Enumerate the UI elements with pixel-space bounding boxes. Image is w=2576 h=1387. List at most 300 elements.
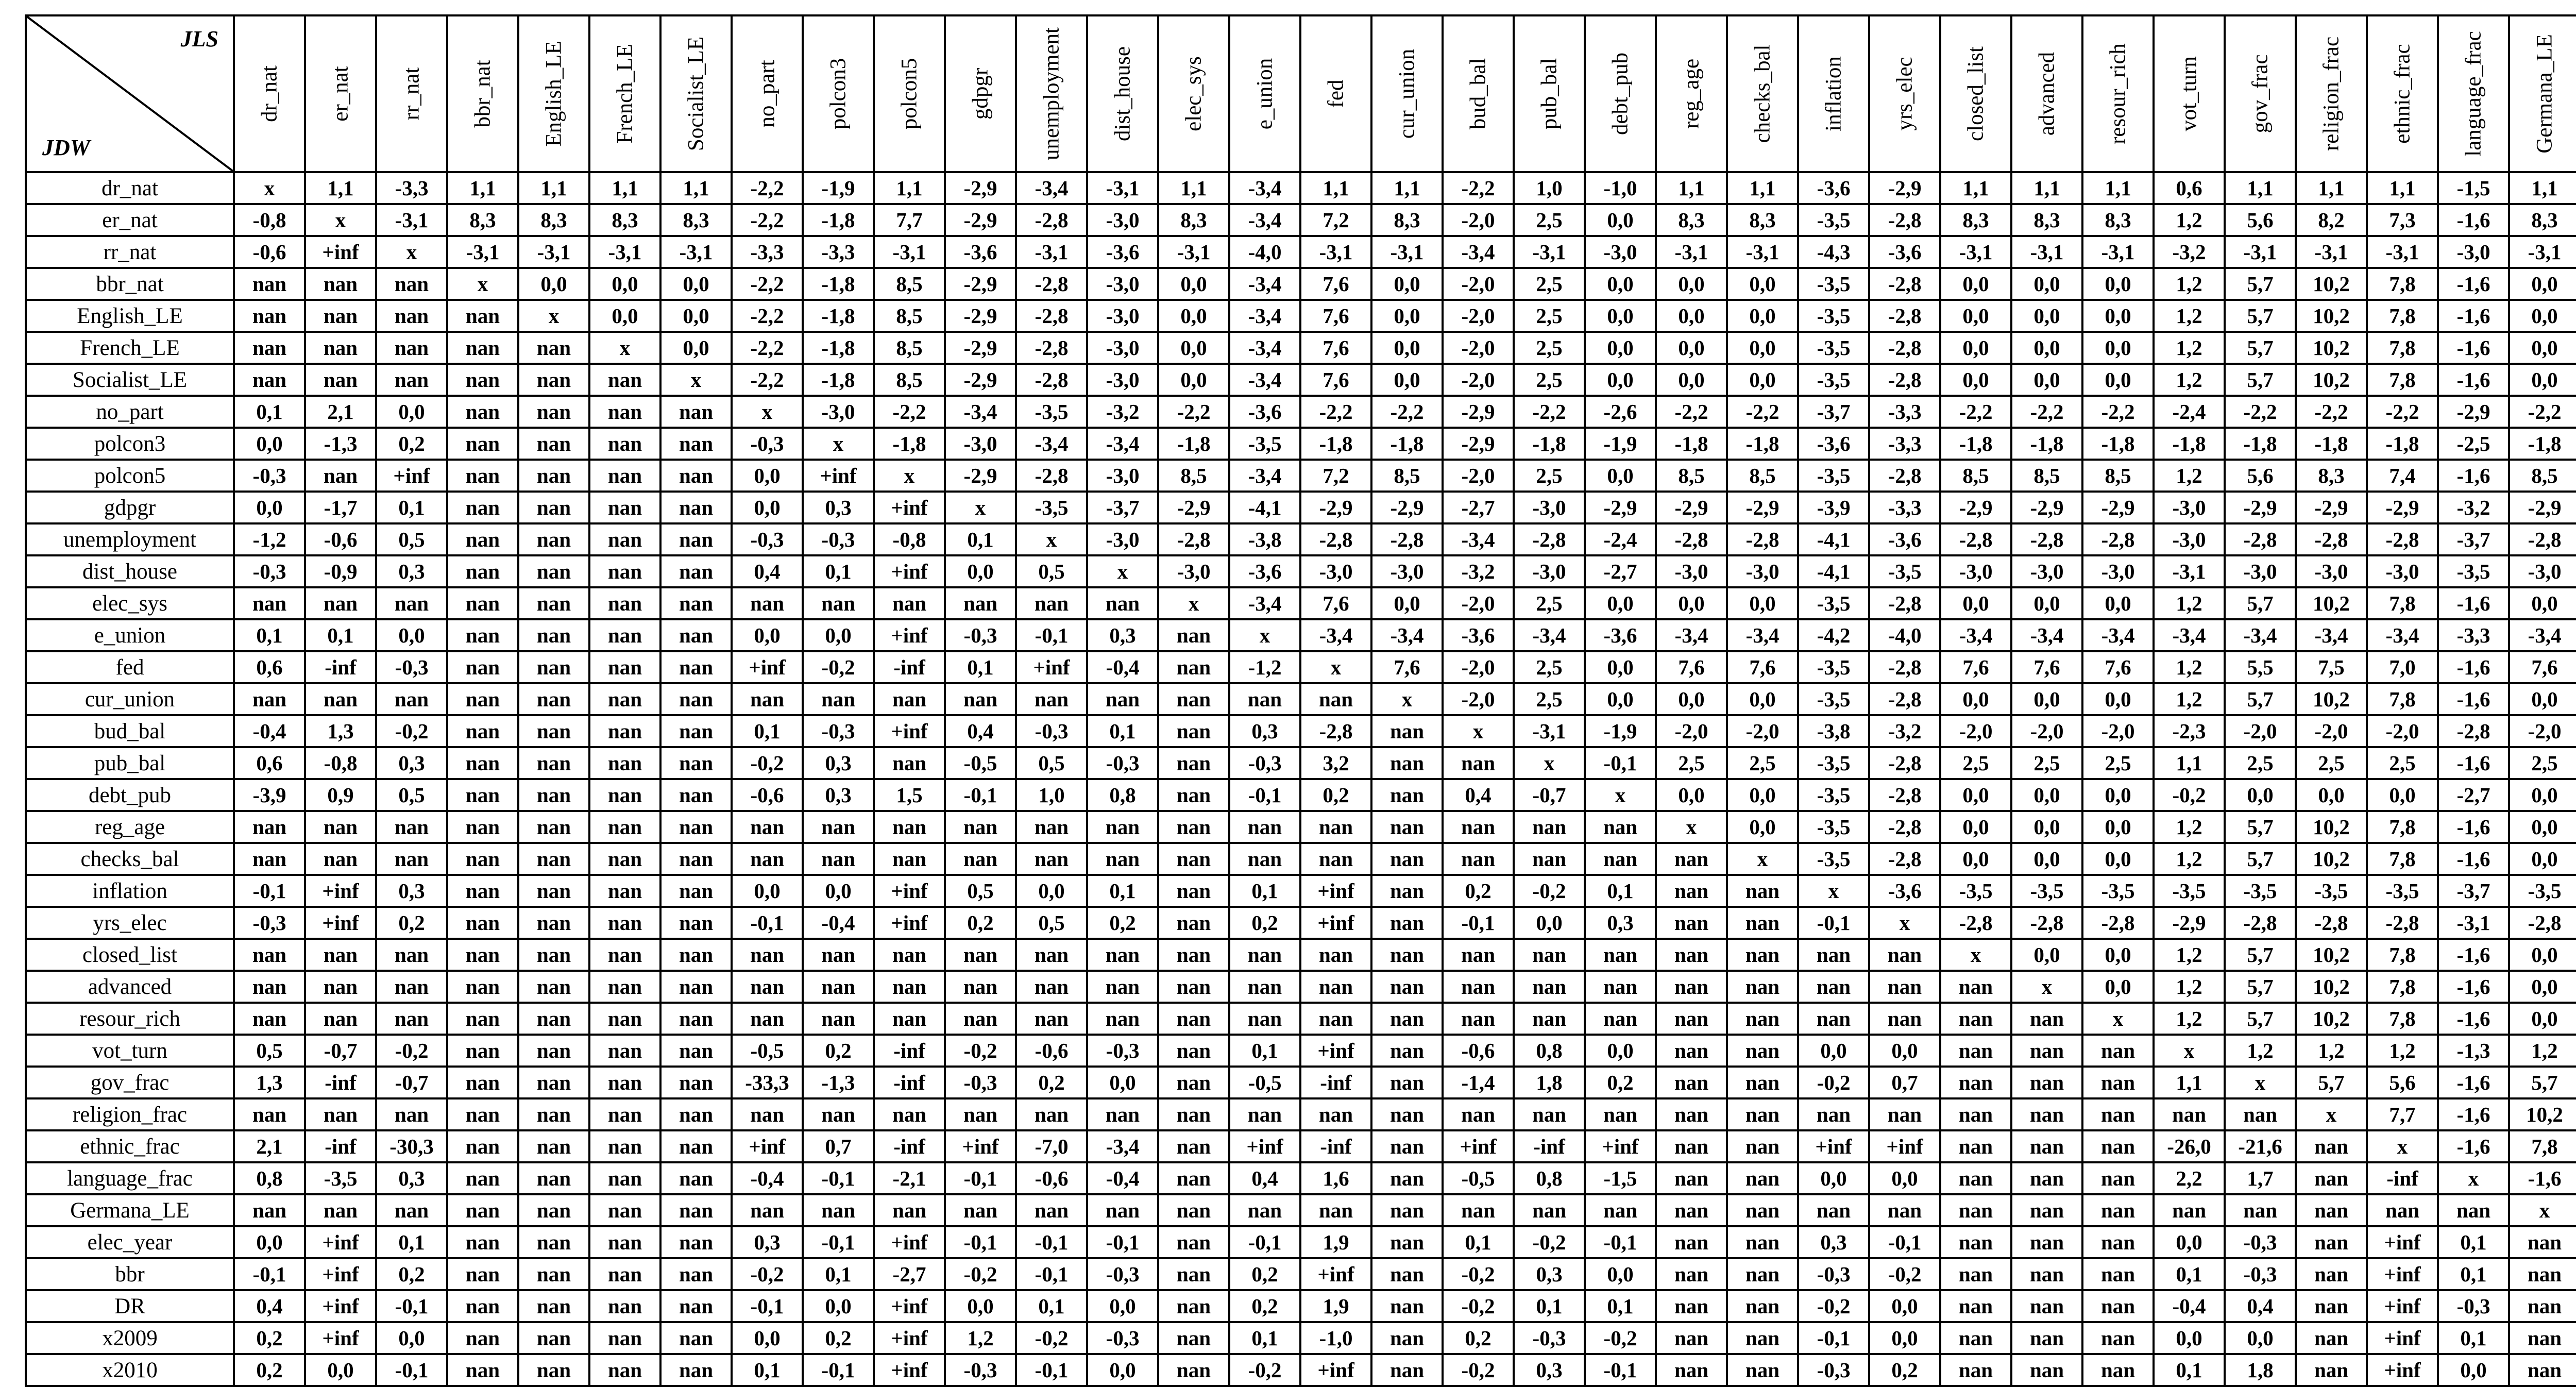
table-cell: nan [1869,939,1940,971]
table-cell: nan [1229,1098,1300,1130]
table-cell: nan [1371,875,1443,907]
table-cell: +inf [874,1290,945,1322]
table-cell: +inf [1016,651,1087,683]
table-cell: 5,7 [2225,332,2296,364]
table-row [26,747,2576,779]
table-cell: -2,6 [1585,396,1656,428]
table-cell: -inf [874,1067,945,1098]
column-header-gdpgr [945,15,1016,172]
table-cell: nan [447,428,518,460]
table-row [26,971,2576,1003]
table-cell: nan [803,587,874,619]
table-cell: -3,5 [1798,204,1869,236]
table-cell: 0,1 [1443,1226,1514,1258]
table-cell: nan [1869,1003,1940,1035]
table-cell: 10,2 [2296,683,2367,715]
table-cell: 7,6 [2082,651,2154,683]
table-cell: -3,4 [1229,300,1300,332]
table-row [26,268,2576,300]
table-cell: -3,6 [1869,875,1940,907]
table-cell: 0,3 [803,747,874,779]
table-cell: 2,5 [2509,747,2576,779]
table-cell: nan [447,747,518,779]
table-cell: 0,2 [1229,1258,1300,1290]
table-cell: nan [1158,715,1229,747]
table-cell: 1,1 [2296,172,2367,204]
table-cell: nan [589,1258,660,1290]
table-cell: nan [1158,1290,1229,1322]
table-cell: nan [1371,1130,1443,1162]
table-cell: -3,8 [1798,715,1869,747]
column-header-advanced [2011,15,2082,172]
table-cell: -4,1 [1798,555,1869,587]
row-label: religion_frac [26,1098,234,1130]
table-cell: 0,3 [1798,1226,1869,1258]
column-header-closed-list [1940,15,2011,172]
table-cell: 0,0 [2082,683,2154,715]
table-cell: 0,0 [803,619,874,651]
table-cell: 1,1 [1158,172,1229,204]
table-cell: nan [589,460,660,492]
table-cell: nan [1727,1226,1798,1258]
table-cell: nan [234,268,305,300]
table-cell: 1,3 [234,1067,305,1098]
table-cell: nan [660,460,732,492]
table-cell: -0,1 [1585,1226,1656,1258]
table-cell: +inf [1300,1354,1371,1386]
table-cell: nan [1087,1194,1158,1226]
table-cell: nan [660,1194,732,1226]
table-cell: 1,2 [2296,1035,2367,1067]
table-cell: nan [589,1130,660,1162]
table-cell: 1,1 [1656,172,1727,204]
table-cell: -1,6 [2438,587,2509,619]
table-cell: 0,3 [1585,907,1656,939]
table-cell: -3,5 [2225,875,2296,907]
table-cell: -3,4 [2082,619,2154,651]
table-cell: nan [2225,1098,2296,1130]
row-label: French_LE [26,332,234,364]
table-cell: 10,2 [2296,939,2367,971]
table-cell: 0,0 [1727,683,1798,715]
row-label: English_LE [26,300,234,332]
table-cell: +inf [874,555,945,587]
table-cell: -0,1 [1585,1354,1656,1386]
column-header-fed [1300,15,1371,172]
table-cell: -2,8 [1869,651,1940,683]
table-cell: 0,0 [2011,779,2082,811]
table-cell: -3,4 [1443,523,1514,555]
table-cell: nan [1656,939,1727,971]
table-cell: nan [589,1290,660,1322]
table-cell: nan [945,1194,1016,1226]
table-cell: -2,9 [1300,492,1371,523]
table-cell: 0,9 [305,779,376,811]
table-cell: nan [305,332,376,364]
table-cell: 2,5 [2296,747,2367,779]
table-cell: -3,4 [1016,172,1087,204]
table-cell: -2,8 [2367,523,2438,555]
table-cell: -2,4 [2154,396,2225,428]
table-cell: -3,4 [2154,619,2225,651]
table-cell: nan [1656,1035,1727,1067]
table-row [26,492,2576,523]
table-cell: -1,8 [803,332,874,364]
table-cell: nan [2011,1035,2082,1067]
column-header-bud-bal [1443,15,1514,172]
table-cell: nan [376,1003,447,1035]
table-cell: nan [589,1322,660,1354]
table-cell: -3,1 [1514,236,1585,268]
table-cell: nan [1158,779,1229,811]
table-cell: nan [1229,811,1300,843]
table-cell: 0,1 [2154,1258,2225,1290]
table-cell: 1,6 [1300,1162,1371,1194]
column-header-vot-turn [2154,15,2225,172]
table-cell: nan [1585,843,1656,875]
table-cell: nan [2082,1290,2154,1322]
table-cell: nan [660,939,732,971]
table-cell: nan [447,587,518,619]
table-cell: 0,0 [376,619,447,651]
table-cell: 0,0 [2509,364,2576,396]
table-cell: nan [589,1162,660,1194]
table-cell: 0,0 [1514,907,1585,939]
table-cell: 8,5 [1940,460,2011,492]
table-cell: -0,6 [305,523,376,555]
table-cell: nan [1016,971,1087,1003]
table-cell: 0,3 [376,875,447,907]
column-header-elec-sys [1158,15,1229,172]
table-cell: nan [447,843,518,875]
table-cell: -3,4 [945,396,1016,428]
row-label: vot_turn [26,1035,234,1067]
table-cell: nan [589,396,660,428]
table-cell: nan [945,1098,1016,1130]
table-cell: 1,2 [2154,268,2225,300]
table-cell: -3,7 [2438,523,2509,555]
table-cell: -1,8 [803,268,874,300]
column-header-dr-nat [234,15,305,172]
table-cell: -2,0 [1443,460,1514,492]
table-cell: 0,2 [1087,907,1158,939]
table-cell: nan [1798,971,1869,1003]
table-cell: nan [1656,1098,1727,1130]
table-cell: 10,2 [2296,300,2367,332]
table-cell: 0,4 [732,555,803,587]
table-cell: -3,0 [1300,555,1371,587]
table-cell: -0,2 [1229,1354,1300,1386]
table-cell: -3,1 [376,204,447,236]
table-cell: -2,8 [1869,843,1940,875]
table-cell: 1,9 [1300,1290,1371,1322]
table-cell: nan [518,1322,589,1354]
column-header-label: polcon5 [897,58,922,130]
column-header-label: cur_union [1395,48,1419,139]
table-cell: -3,4 [1300,619,1371,651]
table-cell: nan [305,1194,376,1226]
table-cell: -0,6 [1016,1035,1087,1067]
table-cell: nan [376,683,447,715]
table-cell: nan [1087,843,1158,875]
table-cell: 1,2 [945,1322,1016,1354]
table-cell: nan [1158,971,1229,1003]
table-cell: 0,0 [945,1290,1016,1322]
table-cell: 0,1 [1087,875,1158,907]
table-cell: nan [874,971,945,1003]
table-cell: +inf [1300,875,1371,907]
table-cell: nan [589,1226,660,1258]
table-cell: -3,9 [234,779,305,811]
table-cell: -3,4 [1371,619,1443,651]
table-cell: +inf [2367,1354,2438,1386]
column-header-debt-pub [1585,15,1656,172]
table-cell: -3,0 [2225,555,2296,587]
table-cell: nan [518,715,589,747]
table-cell: 7,8 [2367,683,2438,715]
table-cell: 8,3 [518,204,589,236]
table-cell: 0,0 [1371,587,1443,619]
table-cell: 1,2 [2154,843,2225,875]
table-cell: nan [2082,1035,2154,1067]
table-cell: 8,3 [1656,204,1727,236]
table-cell: nan [589,811,660,843]
table-cell: x [2154,1035,2225,1067]
table-cell: -0,5 [732,1035,803,1067]
table-cell: nan [1371,811,1443,843]
table-cell: -3,6 [1798,428,1869,460]
table-cell: x [1514,747,1585,779]
table-cell: nan [376,332,447,364]
table-cell: -inf [874,1035,945,1067]
table-cell: 0,1 [945,651,1016,683]
table-cell: -2,8 [1016,364,1087,396]
table-cell: -0,4 [803,907,874,939]
table-cell: -3,1 [2011,236,2082,268]
table-cell: -0,3 [234,555,305,587]
table-cell: 2,5 [1514,587,1585,619]
table-cell: nan [1727,1354,1798,1386]
table-cell: -3,2 [1443,555,1514,587]
table-cell: 5,7 [2225,364,2296,396]
table-cell: nan [1656,1322,1727,1354]
table-cell: 2,5 [1514,300,1585,332]
table-cell: nan [589,555,660,587]
table-cell: 0,0 [2509,587,2576,619]
table-cell: -1,8 [874,428,945,460]
table-cell: nan [1940,971,2011,1003]
table-cell: -0,6 [1443,1035,1514,1067]
table-cell: 0,6 [234,747,305,779]
table-cell: -0,2 [732,747,803,779]
table-cell: nan [518,1226,589,1258]
table-cell: 1,1 [2225,172,2296,204]
table-cell: x [732,396,803,428]
table-cell: nan [1727,971,1798,1003]
table-row [26,843,2576,875]
table-cell: -3,5 [2509,875,2576,907]
table-cell: nan [874,1003,945,1035]
table-cell: +inf [874,907,945,939]
table-cell: nan [1940,1194,2011,1226]
table-cell: -2,2 [732,268,803,300]
table-cell: -3,1 [1087,172,1158,204]
table-cell: nan [1656,875,1727,907]
table-cell: -0,1 [1443,907,1514,939]
column-header-socialist-le [660,15,732,172]
table-cell: -2,0 [1940,715,2011,747]
table-cell: -3,1 [447,236,518,268]
table-cell: +inf [305,1322,376,1354]
table-cell: 0,0 [1940,587,2011,619]
table-cell: -2,2 [874,396,945,428]
table-cell: -3,6 [1087,236,1158,268]
table-cell: -0,6 [732,779,803,811]
column-header-resour-rich [2082,15,2154,172]
table-cell: -2,8 [1727,523,1798,555]
table-cell: 0,0 [1940,843,2011,875]
table-cell: -2,8 [2296,907,2367,939]
table-cell: nan [1300,971,1371,1003]
table-cell: nan [660,1162,732,1194]
table-cell: nan [803,1003,874,1035]
table-cell: -2,8 [2082,523,2154,555]
table-cell: -inf [874,1130,945,1162]
table-cell: -0,3 [2225,1258,2296,1290]
table-cell: 0,0 [1656,300,1727,332]
table-cell: nan [1940,1290,2011,1322]
table-cell: nan [1371,1322,1443,1354]
table-cell: 1,1 [1727,172,1798,204]
table-cell: nan [447,364,518,396]
table-cell: 0,5 [376,523,447,555]
table-cell: nan [589,779,660,811]
table-cell: 0,0 [2011,364,2082,396]
table-cell: +inf [376,460,447,492]
table-cell: nan [376,268,447,300]
table-cell: 1,1 [1300,172,1371,204]
table-cell: -3,6 [1229,555,1300,587]
table-cell: 0,0 [1585,300,1656,332]
table-cell: nan [1443,939,1514,971]
table-cell: nan [1158,1194,1229,1226]
table-cell: -3,4 [2367,619,2438,651]
table-cell: nan [305,268,376,300]
table-cell: -2,9 [2011,492,2082,523]
table-cell: -3,5 [1940,875,2011,907]
table-cell: nan [803,1098,874,1130]
table-cell: nan [2082,1067,2154,1098]
table-cell: -0,2 [1016,1322,1087,1354]
table-cell: -1,6 [2438,939,2509,971]
column-header-label: unemployment [1039,27,1064,160]
table-cell: nan [2011,1162,2082,1194]
table-cell: 0,0 [1798,1162,1869,1194]
table-cell: -2,2 [732,332,803,364]
table-cell: -3,3 [376,172,447,204]
table-cell: nan [1656,1354,1727,1386]
table-cell: -3,1 [1514,715,1585,747]
table-cell: +inf [1229,1130,1300,1162]
table-cell: nan [447,939,518,971]
table-cell: -1,6 [2438,843,2509,875]
table-cell: nan [1371,1035,1443,1067]
table-cell: -2,9 [2296,492,2367,523]
table-cell: 8,3 [2509,204,2576,236]
row-label: er_nat [26,204,234,236]
column-header-label: checks_bal [1750,44,1775,143]
table-cell: 0,1 [1585,1290,1656,1322]
table-cell: nan [1371,779,1443,811]
table-cell: nan [1869,1098,1940,1130]
column-header-reg-age [1656,15,1727,172]
table-cell: nan [1940,1354,2011,1386]
table-cell: nan [447,300,518,332]
table-cell: -3,0 [2367,555,2438,587]
table-cell: 0,0 [234,1226,305,1258]
table-cell: nan [660,907,732,939]
row-label: Socialist_LE [26,364,234,396]
table-cell: 2,5 [1514,268,1585,300]
table-cell: -4,1 [1229,492,1300,523]
table-cell: nan [1371,939,1443,971]
table-cell: nan [2296,1258,2367,1290]
table-cell: 1,0 [1514,172,1585,204]
table-cell: 0,0 [732,1322,803,1354]
table-cell: +inf [305,1226,376,1258]
table-cell: 0,0 [1940,779,2011,811]
table-cell: 5,7 [2296,1067,2367,1098]
table-cell: 0,2 [1229,1290,1300,1322]
column-header-row [26,15,2576,172]
table-cell: 0,0 [2509,779,2576,811]
table-cell: nan [1229,971,1300,1003]
table-cell: nan [518,460,589,492]
table-cell: nan [589,523,660,555]
table-cell: -2,8 [1371,523,1443,555]
table-cell: nan [1158,1162,1229,1194]
table-cell: -3,5 [2011,875,2082,907]
table-cell: 0,3 [376,1162,447,1194]
table-cell: +inf [2367,1290,2438,1322]
row-label: dist_house [26,555,234,587]
table-cell: 1,1 [2367,172,2438,204]
table-cell: x [2438,1162,2509,1194]
table-cell: -3,4 [1229,587,1300,619]
table-row [26,1098,2576,1130]
table-cell: nan [305,811,376,843]
table-cell: nan [1300,1194,1371,1226]
table-cell: nan [1016,1194,1087,1226]
table-cell: -2,0 [1443,268,1514,300]
table-cell: 1,2 [2154,651,2225,683]
column-header-label: religion_frac [2319,36,2344,151]
table-cell: 0,0 [234,492,305,523]
table-cell: nan [589,1067,660,1098]
table-cell: 0,1 [376,492,447,523]
table-cell: 0,0 [660,300,732,332]
table-cell: -0,4 [2154,1290,2225,1322]
table-cell: nan [1158,1226,1229,1258]
table-cell: -1,6 [2438,300,2509,332]
table-cell: nan [447,492,518,523]
table-cell: -2,8 [2011,907,2082,939]
table-cell: nan [447,1035,518,1067]
table-cell: -0,7 [1514,779,1585,811]
table-cell: 0,3 [376,747,447,779]
table-cell: -0,2 [2154,779,2225,811]
table-cell: +inf [305,1258,376,1290]
